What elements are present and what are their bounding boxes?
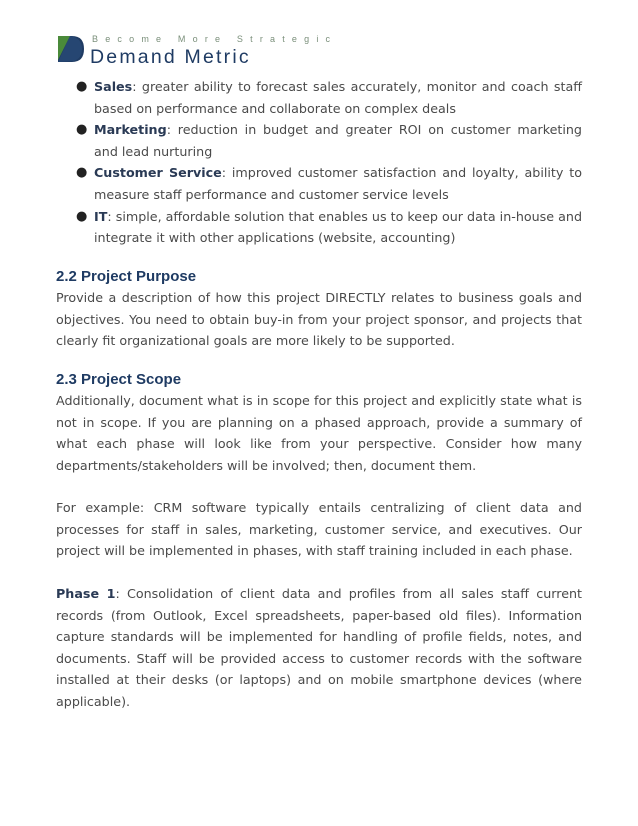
- bullet-label: Customer Service: [94, 165, 222, 181]
- logo-mark-icon: [56, 34, 86, 64]
- phase-1-text: : Consolidation of client data and profiles from all sales staff current records (from Outlook, Excel spreadsheets, paper-based old files). Information capture standards will be implemented for handling of profile fields, notes, and documents. Staff will be provided access to customer records with the software installed at their desks (or laptops) and on mobile smartphone devices (where applicable).: [56, 586, 583, 709]
- bullet-label: Sales: [94, 79, 133, 94]
- list-item: [0, 206, 582, 249]
- bullet-text: : improved customer satisfaction and loyalty, ability to measure staff performance and customer service levels: [94, 165, 582, 202]
- bullet-label: Marketing: [94, 122, 167, 138]
- list-item: [0, 119, 582, 162]
- list-item: [0, 162, 582, 205]
- phase-1-paragraph: [56, 583, 582, 713]
- project-purpose-paragraph: Provide a description of how this project DIRECTLY relates to business goals and objectives. You need to obtain buy-in from your project sponsor, and projects that clearly fit organizational goals are more likely to be supported.: [56, 290, 582, 349]
- project-scope-paragraph: Additionally, document what is in scope for this project and explicitly state what is not in scope. If you are planning on a phased approach, provide a summary of what each phase will look like from your perspective. Consider how many departments/stakeholders will be involved; then, document them.: [56, 393, 582, 473]
- bullet-text: : reduction in budget and greater ROI on customer marketing and lead nurturing: [94, 122, 582, 159]
- crm-example-paragraph: For example: CRM software typically entails centralizing of client data and processes for staff in sales, marketing, customer service, and executives. Our project will be implemented in phases, with staff training included in each phase.: [56, 500, 582, 559]
- bullet-text: : greater ability to forecast sales accurately, monitor and coach staff based on performance and collaborate on complex deals: [94, 79, 582, 116]
- bullet-icon: ●: [76, 79, 88, 94]
- section-heading-project-scope: 2.3 Project Scope: [56, 371, 182, 388]
- logo-tagline: Become More Strategic: [92, 34, 338, 44]
- bullet-icon: ●: [76, 208, 88, 224]
- logo-brand-name: Demand Metric: [90, 46, 251, 68]
- phase-1-label: Phase 1: [56, 586, 116, 601]
- section-heading-project-purpose: 2.2 Project Purpose: [56, 268, 197, 285]
- bullet-icon: ●: [76, 122, 88, 138]
- demand-metric-logo: [56, 34, 338, 68]
- list-item: [0, 76, 582, 119]
- bullet-icon: ●: [76, 165, 88, 181]
- bullet-text: : simple, affordable solution that enables us to keep our data in-house and integrate it with other applications (website, accounting): [94, 208, 582, 246]
- department-benefits-list: [0, 76, 582, 249]
- bullet-label: IT: [94, 208, 108, 224]
